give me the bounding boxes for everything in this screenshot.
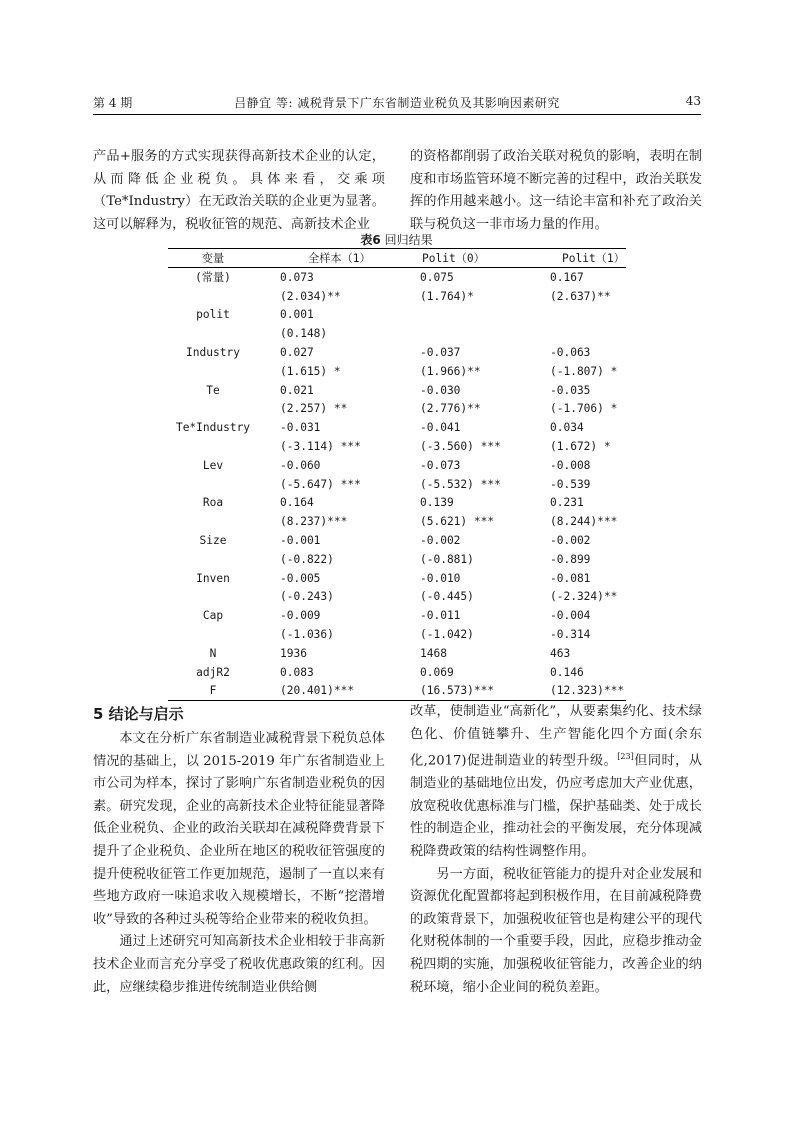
value-cell: (12.323)*** — [530, 682, 626, 701]
variable-cell — [168, 625, 258, 644]
table-row — [168, 550, 626, 569]
variable-cell: Roa — [202, 496, 224, 510]
table-row — [168, 475, 626, 494]
variable-cell — [168, 400, 258, 419]
paragraph: 另一方面，税收征管能力的提升对企业发展和资源优化配置都将起到积极作用，在目前减税降费的政策背景下，加强税收征管也是构建公平的现代化财税体制的一个重要手段，因此，应稳步推动金税四期的实施，加强税收征管能力，改善企业的纳税环境，缩小企业间的税负差距。 — [410, 866, 702, 995]
header-cell: 变量 — [168, 249, 258, 268]
value-cell — [400, 306, 530, 325]
value-cell: (20.401)*** — [258, 682, 400, 701]
value-cell: (-0.881) — [420, 552, 474, 566]
value-cell: -0.002 — [550, 534, 591, 548]
value-cell: (-0.822) — [280, 552, 334, 566]
value-cell — [530, 324, 626, 343]
table-row — [168, 343, 626, 362]
variable-cell — [168, 287, 258, 306]
value-cell: -0.009 — [280, 609, 321, 623]
value-cell: (1.615) * — [280, 364, 341, 378]
variable-cell: N — [209, 646, 217, 660]
table-caption — [0, 231, 793, 248]
variable-cell: Lev — [202, 458, 224, 472]
value-cell: (2.257) ** — [280, 402, 348, 416]
variable-cell: Te — [206, 383, 220, 397]
value-cell: 0.083 — [280, 665, 314, 679]
value-cell: 0.231 — [550, 496, 584, 510]
value-cell: (-3.114) *** — [280, 440, 361, 454]
top-left-column — [93, 146, 385, 236]
paragraph — [410, 701, 702, 864]
value-cell — [400, 324, 530, 343]
value-cell: 0.075 — [420, 270, 454, 284]
table-row — [168, 437, 626, 456]
variable-cell: adjR2 — [196, 665, 230, 679]
variable-cell: Inven — [196, 571, 230, 585]
value-cell: -0.060 — [280, 458, 321, 472]
table-row — [168, 494, 626, 513]
table-row — [168, 644, 626, 663]
citation: [23] — [617, 752, 634, 762]
table-row — [168, 682, 626, 701]
table-row — [168, 362, 626, 381]
table-title: 回归结果 — [384, 233, 433, 247]
table-row — [168, 606, 626, 625]
table-row — [168, 287, 626, 306]
table-row — [168, 400, 626, 419]
table-row — [168, 268, 626, 287]
value-cell: 1468 — [420, 646, 447, 660]
value-cell: -0.010 — [420, 571, 461, 585]
value-cell: 0.167 — [550, 270, 584, 284]
value-cell: (-2.324)** — [550, 590, 618, 604]
value-cell: (1.764)* — [420, 289, 474, 303]
section-heading: 5 结论与启示 — [93, 705, 184, 723]
value-cell: (-3.560) *** — [420, 440, 501, 454]
variable-cell — [168, 588, 258, 607]
header-rule — [93, 114, 701, 115]
value-cell: -0.037 — [420, 346, 461, 360]
value-cell: -0.001 — [280, 534, 321, 548]
regression-table — [168, 248, 626, 701]
table-row — [168, 324, 626, 343]
paragraph: 本文在分析广东省制造业减税背景下税负总体情况的基础上，以 2015-2019 年广东省制造业上市公司为样本，探讨了影响广东省制造业税负的因素。研究发现，企业的高新技术企业特征能显著降低企业税负、企业的政治关联却在减税降费背景下提升了企业税负、企业所在地区的税收征管强度的提升使税收征管工作更加规范，遏制了一直以来有些地方政府一味追求收入规模增长，不断“挖潜增收”导致的各种过头税等给企业带来的税收负担。 — [93, 731, 385, 927]
variable-cell — [168, 437, 258, 456]
value-cell: (2.776)** — [420, 402, 481, 416]
value-cell: (-1.706) * — [550, 402, 618, 416]
variable-cell: F — [168, 682, 258, 701]
value-cell: 463 — [550, 646, 571, 660]
table-row — [168, 306, 626, 325]
variable-cell — [168, 475, 258, 494]
value-cell: 0.146 — [550, 665, 584, 679]
value-cell: -0.011 — [420, 609, 461, 623]
value-cell: 0.034 — [550, 421, 584, 435]
value-cell: (2.034)** — [280, 289, 341, 303]
value-cell: -0.063 — [550, 346, 591, 360]
value-cell: (-0.445) — [420, 590, 474, 604]
value-cell: -0.081 — [550, 571, 591, 585]
value-cell: (1.672) * — [550, 440, 611, 454]
variable-cell: Industry — [186, 346, 240, 360]
value-cell — [530, 306, 626, 325]
variable-cell — [168, 512, 258, 531]
value-cell: 0.139 — [420, 496, 454, 510]
value-cell: (-1.807) * — [550, 364, 618, 378]
bottom-left-column — [93, 728, 385, 999]
paragraph: 产品+服务的方式实现获得高新技术企业的认定，从而降低企业税负。具体来看，交乘项（Te*Industry）在无政治关联的企业更为显著。这可以解释为，税收征管的规范、高新技术企业 — [93, 149, 385, 232]
value-cell: (-5.532) *** — [420, 477, 501, 491]
value-cell: (8.244)*** — [550, 515, 618, 529]
value-cell: (5.621) *** — [420, 515, 495, 529]
value-cell: 0.001 — [280, 308, 314, 322]
value-cell: -0.035 — [550, 383, 591, 397]
variable-cell: polit — [196, 308, 230, 322]
text-span: 但同时，从制造业的基础地位出发，仍应考虑加大产业优惠，放宽税收优惠标准与门槛，保护基础类、处于成长性的制造企业，推动社会的平衡发展，充分体现减税降费政策的结构性调整作用。 — [410, 753, 702, 859]
value-cell: -0.031 — [280, 421, 321, 435]
variable-cell — [168, 324, 258, 343]
value-cell: -0.002 — [420, 534, 461, 548]
bottom-right-column — [410, 701, 702, 999]
value-cell: 0.164 — [280, 496, 314, 510]
value-cell: -0.004 — [550, 609, 591, 623]
table-row — [168, 663, 626, 682]
value-cell: (-1.042) — [420, 628, 474, 642]
value-cell: 0.021 — [280, 383, 314, 397]
value-cell: 1936 — [280, 646, 307, 660]
value-cell: -0.008 — [550, 458, 591, 472]
value-cell: (16.573)*** — [400, 682, 530, 701]
value-cell: -0.073 — [420, 458, 461, 472]
variable-cell: Cap — [202, 609, 224, 623]
value-cell: -0.005 — [280, 571, 321, 585]
variable-cell — [168, 362, 258, 381]
value-cell: (2.637)** — [550, 289, 611, 303]
table-row — [168, 512, 626, 531]
value-cell: -0.899 — [550, 552, 591, 566]
table-row — [168, 418, 626, 437]
value-cell: (-1.036) — [280, 628, 334, 642]
table-header-row — [168, 249, 626, 268]
table-label: 表6 — [360, 233, 381, 247]
header-cell: 全样本（1） — [258, 249, 400, 268]
value-cell: (-5.647) *** — [280, 477, 361, 491]
table-row — [168, 588, 626, 607]
paragraph: 的资格都削弱了政治关联对税负的影响，表明在制度和市场监管环境不断完善的过程中，政治关联发挥的作用越来越小。这一结论丰富和补充了政治关联与税负这一非市场力量的作用。 — [410, 149, 702, 232]
running-header — [93, 92, 701, 112]
table-row — [168, 456, 626, 475]
paragraph: 通过上述研究可知高新技术企业相较于非高新技术企业而言充分享受了税收优惠政策的红利。因此，应继续稳步推进传统制造业供给侧 — [93, 934, 385, 995]
table-row — [168, 531, 626, 550]
variable-cell — [168, 550, 258, 569]
value-cell: -0.314 — [550, 628, 591, 642]
text-span: 改革，使制造业“高新化”，从要素集约化、技术绿色化、价值链攀升、生产智能化四个方面(余东化,2017)促进制造业的转型升级。 — [410, 704, 702, 769]
top-right-column — [410, 146, 702, 236]
value-cell: (0.148) — [280, 327, 328, 341]
table-row — [168, 569, 626, 588]
table-row — [168, 625, 626, 644]
variable-cell: Size — [199, 534, 227, 548]
value-cell: 0.073 — [280, 270, 314, 284]
value-cell: -0.041 — [420, 421, 461, 435]
variable-cell: (常量) — [195, 271, 231, 285]
page-number: 43 — [685, 94, 701, 108]
header-cell: Polit（0） — [400, 249, 530, 268]
value-cell: 0.027 — [280, 346, 314, 360]
value-cell: (1.966)** — [420, 364, 481, 378]
value-cell: (8.237)*** — [280, 515, 348, 529]
header-cell: Polit（1） — [530, 249, 626, 268]
value-cell: -0.030 — [420, 383, 461, 397]
issue-number: 第 4 期 — [93, 96, 133, 110]
value-cell: -0.539 — [550, 477, 591, 491]
variable-cell: Te*Industry — [175, 421, 251, 435]
value-cell: (-0.243) — [280, 590, 334, 604]
value-cell: 0.069 — [420, 665, 454, 679]
table-row — [168, 381, 626, 400]
running-title: 吕静宜 等: 减税背景下广东省制造业税负及其影响因素研究 — [234, 96, 560, 110]
